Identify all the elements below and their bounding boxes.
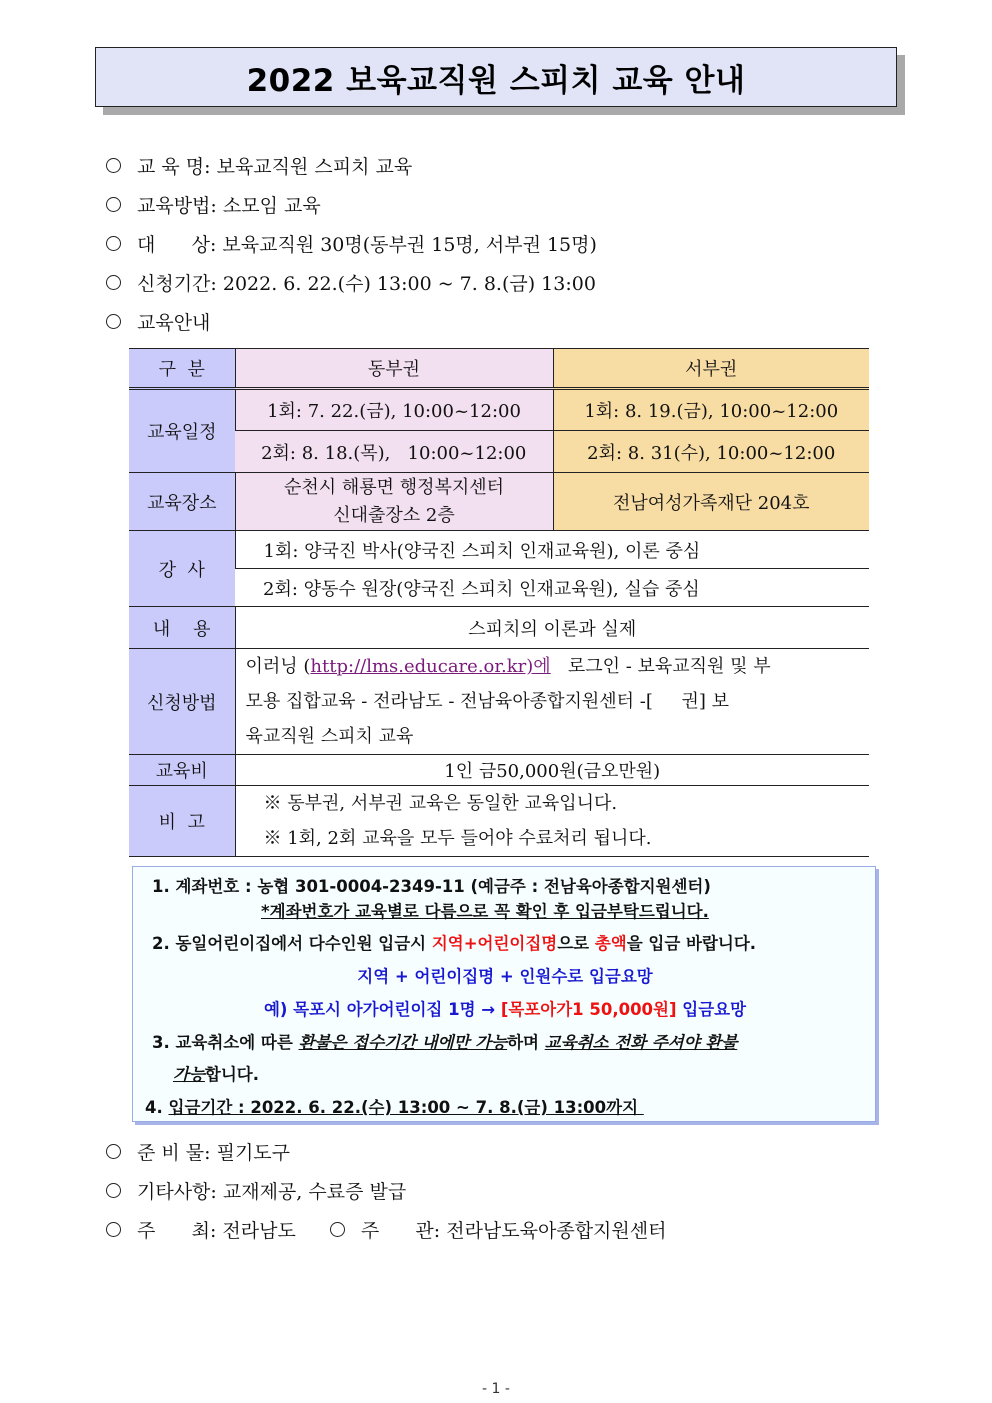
- notice-group-payment: [152, 930, 756, 954]
- info-label: 기타사항:: [137, 1181, 217, 1203]
- notice-deposit-format: 지역 + 어린이집명 + 인원수로 입금요망: [357, 967, 653, 986]
- remark-1: ※ 동부권, 서부권 교육은 동일한 교육입니다.: [263, 793, 618, 814]
- venue-east-line1: 순천시 해룡면 행정복지센터: [283, 476, 505, 498]
- text: 예) 목포시 아가어린이집 1명 →: [263, 1000, 501, 1019]
- organizer-value: 전라남도육아종합지원센터: [440, 1220, 667, 1242]
- schedule-west-2: 2회: 8. 31(수), 10:00~12:00: [553, 431, 869, 473]
- schedule-east-1: 1회: 7. 22.(금), 10:00~12:00: [235, 389, 553, 431]
- info-label: 교육안내: [137, 312, 211, 334]
- info-value: 보육교직원 스피치 교육: [210, 156, 413, 178]
- table-row-remarks: [129, 786, 869, 857]
- notice-deposit-example: [133, 996, 877, 1020]
- table-row-schedule-2: [129, 431, 869, 473]
- instructor-2: 2회: 양동수 원장(양국진 스피치 인재교육원), 실습 중심: [235, 569, 869, 607]
- info-label: 대 상:: [137, 234, 217, 256]
- info-row-target: [106, 224, 597, 263]
- text: 4.: [145, 1098, 169, 1117]
- elearning-link[interactable]: http://lms.educare.or.kr)에: [310, 656, 551, 677]
- table-row-apply: [129, 649, 869, 755]
- page-title: 2022 보육교직원 스피치 교육 안내: [246, 62, 746, 99]
- text: 하며: [507, 1033, 545, 1052]
- info-label: 준 비 물:: [137, 1142, 211, 1164]
- apply-line-3: 육교직원 스피치 교육: [245, 726, 414, 747]
- host-label: 주 최:: [137, 1220, 217, 1242]
- remarks-value: [235, 786, 869, 857]
- organizer-label: 주 관:: [360, 1220, 441, 1242]
- info-value: 2022. 6. 22.(수) 13:00 ~ 7. 8.(금) 13:00: [216, 273, 596, 295]
- info-value: 교재제공, 수료증 발급: [216, 1181, 407, 1203]
- row-label-venue: 교육장소: [129, 473, 235, 531]
- text: 2. 동일어린이집에서 다수인원 입금시: [152, 934, 432, 953]
- row-label-remarks: 비 고: [129, 786, 235, 857]
- notice-account-number: 1. 계좌번호 : 농협 301-0004-2349-11 (예금주 : 전남육아종합지원센터): [152, 877, 711, 896]
- info-row-course-name: [106, 146, 597, 185]
- table-row-instructor-2: [129, 569, 869, 607]
- table-row-instructor-1: [129, 531, 869, 569]
- info-value: 소모임 교육: [216, 195, 321, 217]
- education-table: [129, 348, 869, 857]
- table-row-venue: [129, 473, 869, 531]
- header-category: 구 분: [129, 349, 235, 389]
- page-number: - 1 -: [482, 1381, 510, 1397]
- row-label-apply: 신청방법: [129, 649, 235, 755]
- refund-call-required-cont: 가능: [173, 1065, 205, 1084]
- text: 합니다.: [204, 1065, 259, 1084]
- payment-notice-box: [132, 866, 876, 1122]
- payment-period-value: 입금기간 : 2022. 6. 22.(수) 13:00 ~ 7. 8.(금) 13:00까지: [168, 1098, 644, 1117]
- notice-payment-period: [145, 1094, 644, 1118]
- text: 으로: [557, 934, 595, 953]
- table-header-row: [129, 349, 869, 389]
- text: 입금요망: [676, 1000, 747, 1019]
- venue-east-line2: 신대출장소 2층: [333, 504, 455, 526]
- circle-bullet-icon: [106, 236, 121, 251]
- text: 을 입금 바랍니다.: [626, 934, 757, 953]
- row-label-fee: 교육비: [129, 755, 235, 786]
- row-label-content: 내 용: [129, 607, 235, 649]
- host-value: 전라남도: [216, 1220, 296, 1242]
- instructor-1: 1회: 양국진 박사(양국진 스피치 인재교육원), 이론 중심: [235, 531, 869, 569]
- header-east: 동부권: [235, 349, 553, 389]
- info-value: 필기도구: [210, 1142, 291, 1164]
- table-row-fee: [129, 755, 869, 786]
- title-banner: [95, 47, 897, 107]
- apply-line-2: 모용 집합교육 - 전라남도 - 전남육아종합지원센터 -[ 권] 보: [245, 691, 729, 712]
- title-box: [95, 47, 897, 107]
- schedule-west-1: 1회: 8. 19.(금), 10:00~12:00: [553, 389, 869, 431]
- info-list-bottom: [106, 1132, 666, 1249]
- notice-refund-policy-cont: [173, 1061, 259, 1085]
- info-label: 교육방법:: [137, 195, 217, 217]
- venue-east: [235, 473, 553, 531]
- circle-bullet-icon: [106, 197, 121, 212]
- info-label: 교 육 명:: [137, 156, 211, 178]
- circle-bullet-icon: [106, 158, 121, 173]
- table-row-schedule-1: [129, 389, 869, 431]
- notice-panel: [132, 866, 876, 1122]
- apply-value: [235, 649, 869, 755]
- content-value: 스피치의 이론과 실제: [235, 607, 869, 649]
- refund-call-required: 교육취소 전화 주셔야 환불: [544, 1033, 738, 1052]
- info-row-guide: [106, 302, 597, 341]
- circle-bullet-icon: [106, 275, 121, 290]
- circle-bullet-icon: [106, 1222, 121, 1237]
- fee-value: 1인 금50,000원(금오만원): [235, 755, 869, 786]
- highlight-region-name: 지역+어린이집명: [431, 934, 558, 953]
- info-row-host-organizer: [106, 1210, 666, 1249]
- circle-bullet-icon: [330, 1222, 345, 1237]
- notice-account-note: *계좌번호가 교육별로 다름으로 꼭 확인 후 입금부탁드립니다.: [261, 902, 709, 921]
- apply-prefix: 이러닝 (: [245, 656, 311, 677]
- info-list-top: [106, 146, 597, 341]
- info-row-supplies: [106, 1132, 666, 1171]
- remark-2: ※ 1회, 2회 교육을 모두 들어야 수료처리 됩니다.: [263, 828, 652, 849]
- info-row-application-period: [106, 263, 597, 302]
- header-west: 서부권: [553, 349, 869, 389]
- circle-bullet-icon: [106, 1183, 121, 1198]
- apply-line-1: [246, 649, 864, 684]
- apply-line1-rest: 로그인 - 보육교직원 및 부: [550, 656, 771, 677]
- schedule-east-2: 2회: 8. 18.(목), 10:00~12:00: [235, 431, 553, 473]
- example-depositor-name: [목포아가1 50,000원]: [500, 1000, 677, 1019]
- venue-west: 전남여성가족재단 204호: [553, 473, 869, 531]
- info-row-other: [106, 1171, 666, 1210]
- info-label: 신청기간:: [137, 273, 217, 295]
- refund-condition: 환불은 접수기간 내에만 가능: [298, 1033, 508, 1052]
- notice-refund-policy: [152, 1029, 737, 1053]
- table-row-content: [129, 607, 869, 649]
- text: 3. 교육취소에 따른: [152, 1033, 299, 1052]
- circle-bullet-icon: [106, 1144, 121, 1159]
- info-row-method: [106, 185, 597, 224]
- highlight-total: 총액: [594, 934, 627, 953]
- row-label-schedule: 교육일정: [129, 389, 235, 473]
- row-label-instructor: 강 사: [129, 531, 235, 607]
- circle-bullet-icon: [106, 314, 121, 329]
- info-value: 보육교직원 30명(동부권 15명, 서부권 15명): [216, 234, 597, 256]
